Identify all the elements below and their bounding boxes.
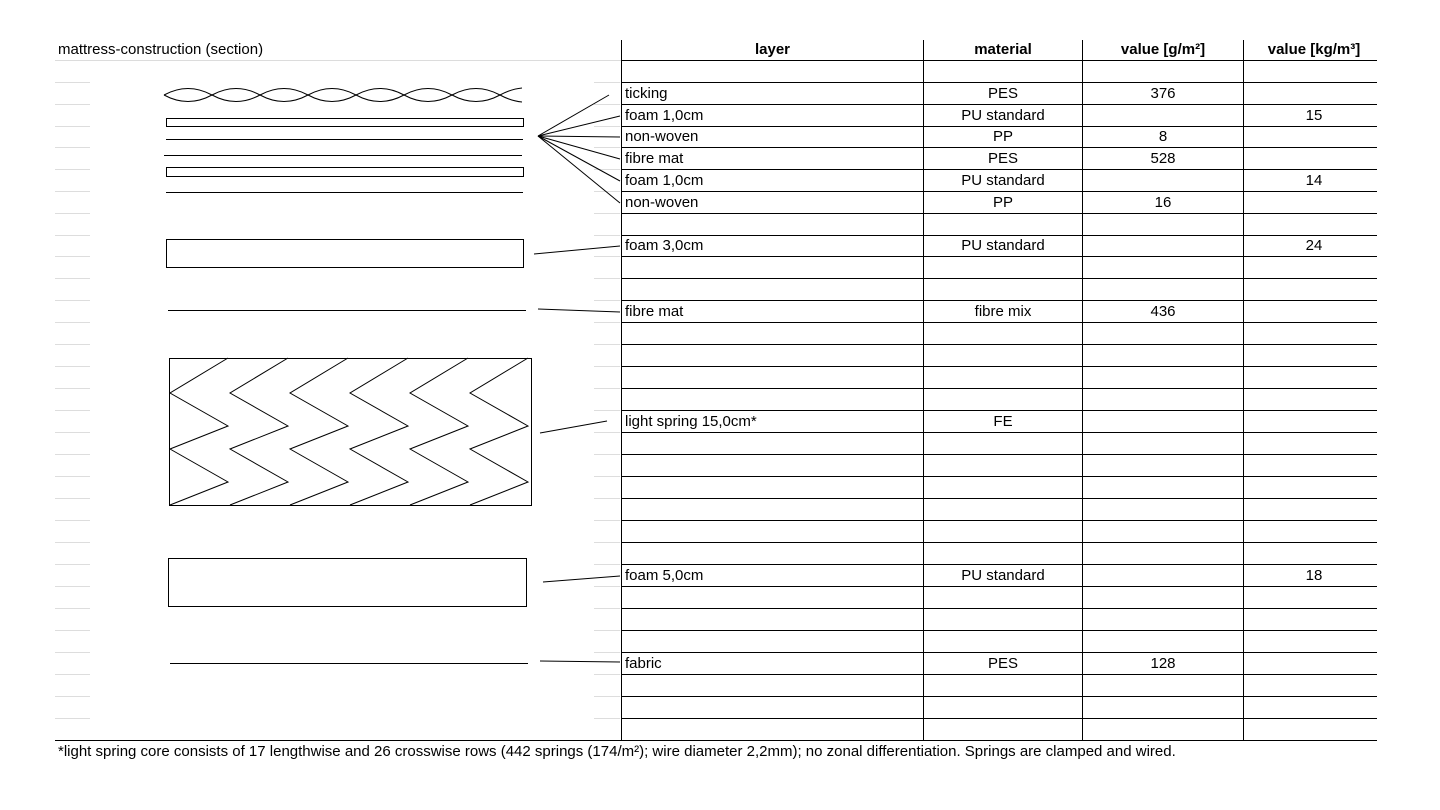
cell-layer: non-woven <box>625 194 699 211</box>
column-header-layer: layer <box>754 41 791 58</box>
cell-material: PES <box>987 85 1018 102</box>
foam-1cm-layer-bottom <box>167 168 524 177</box>
cell-g-m2: 8 <box>1158 128 1168 145</box>
cell-layer: foam 5,0cm <box>625 567 704 584</box>
foam-3cm-layer <box>167 240 524 268</box>
cell-layer: foam 1,0cm <box>625 172 704 189</box>
ticking-wave <box>164 88 522 102</box>
foam-5cm-layer <box>169 559 527 607</box>
cell-material: FE <box>993 413 1013 430</box>
cell-layer: foam 3,0cm <box>625 237 704 254</box>
page-title: mattress-construction (section) <box>58 41 264 58</box>
cell-material: PES <box>987 150 1018 167</box>
cell-material: fibre mix <box>974 303 1032 320</box>
cell-g-m2: 528 <box>1150 150 1176 167</box>
cell-kg-m3: 18 <box>1305 567 1323 584</box>
cell-material: PP <box>992 194 1013 211</box>
cell-material: PES <box>987 655 1018 672</box>
cell-g-m2: 16 <box>1154 194 1172 211</box>
cell-layer: non-woven <box>625 128 699 145</box>
cell-layer: fibre mat <box>625 303 684 320</box>
cell-g-m2: 376 <box>1150 85 1176 102</box>
cell-layer: ticking <box>625 85 668 102</box>
cell-layer: light spring 15,0cm* <box>625 413 757 430</box>
cell-kg-m3: 14 <box>1305 172 1323 189</box>
faint-row-gridlines <box>55 83 620 719</box>
column-header-kg-m3: value [kg/m³] <box>1267 41 1361 58</box>
cell-kg-m3: 15 <box>1305 107 1323 124</box>
cell-material: PU standard <box>961 237 1045 254</box>
cell-layer: fibre mat <box>625 150 684 167</box>
cell-kg-m3: 24 <box>1305 237 1323 254</box>
leader-lines <box>534 95 620 662</box>
column-header-g-m2: value [g/m²] <box>1120 41 1206 58</box>
foam-1cm-layer-top <box>167 119 524 127</box>
cell-material: PP <box>992 128 1013 145</box>
cell-material: PU standard <box>961 567 1045 584</box>
cell-layer: foam 1,0cm <box>625 107 704 124</box>
cell-g-m2: 436 <box>1150 303 1176 320</box>
cell-g-m2: 128 <box>1150 655 1176 672</box>
cell-layer: fabric <box>625 655 662 672</box>
footnote: *light spring core consists of 17 lengthwise and 26 crosswise rows (442 springs (174/m²); wire diameter 2,2mm); no zonal differentiation. Springs are clamped and wired. <box>58 743 1176 760</box>
column-header-material: material <box>974 41 1032 58</box>
cell-material: PU standard <box>961 172 1045 189</box>
light-spring-core <box>170 358 532 506</box>
cell-material: PU standard <box>961 107 1045 124</box>
